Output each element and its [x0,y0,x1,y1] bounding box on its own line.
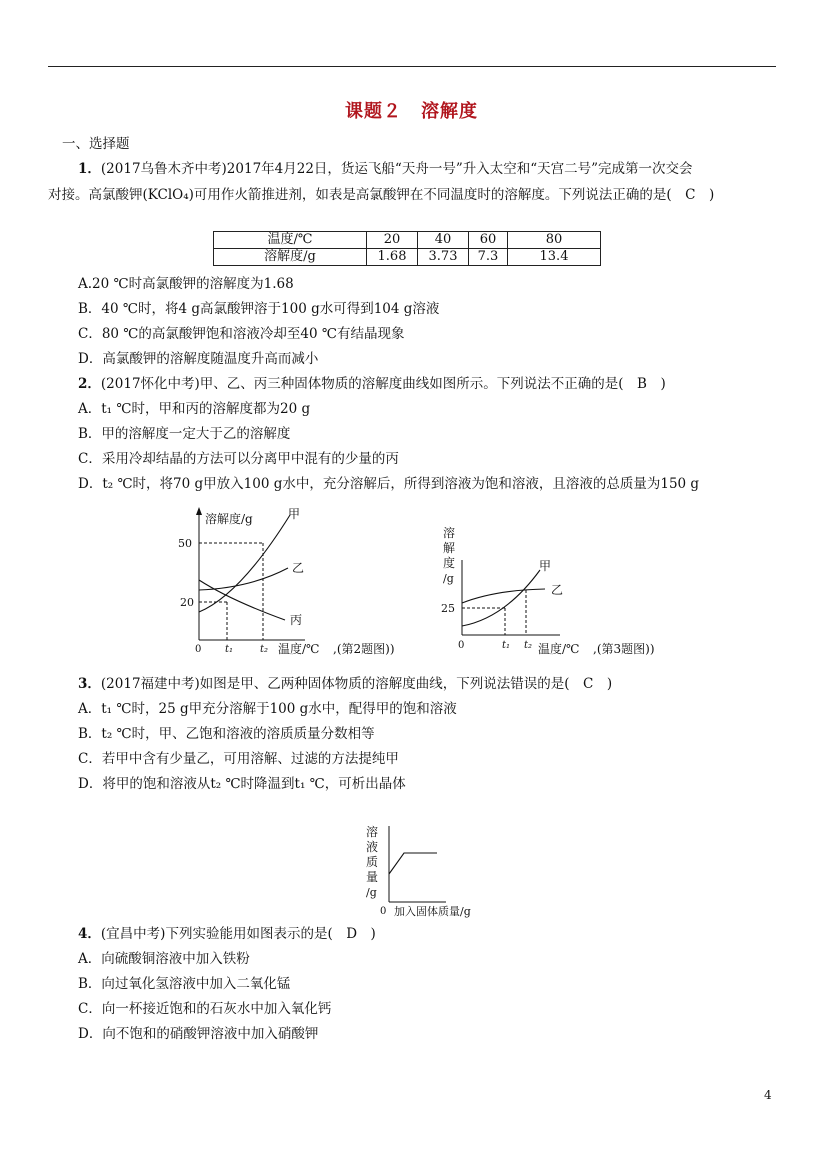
section-heading: 一、选择题 [62,136,130,152]
page-title: 课题２ 溶解度 [345,101,478,122]
origin-label: 0 [380,906,387,917]
y-axis-label-char: 解 [443,541,456,555]
question-4-option-c: C．向一杯接近饱和的石灰水中加入氧化钙 [78,1001,332,1017]
question-3-text: (2017福建中考)如图是甲、乙两种固体物质的溶解度曲线，下列说法错误的是( C ) [100,676,613,692]
question-4-option-d: D．向不饱和的硝酸钾溶液中加入硝酸钾 [78,1026,319,1042]
figure-3-solubility-curves [435,520,675,665]
tick-label-25: 25 [441,602,455,615]
table-cell: 3.73 [418,249,469,266]
question-2-option-c: C．采用冷却结晶的方法可以分离甲中混有的少量的丙 [78,451,399,467]
page-number: 4 [764,1088,772,1102]
curve-yi [462,589,545,603]
tick-label-20: 20 [180,596,194,609]
origin-label: 0 [458,640,465,651]
question-1-line-1 [78,160,693,178]
curve-label-jia: 甲 [288,507,301,521]
figure-2-solubility-curves [170,500,430,665]
figure-2-caption: ,(第2题图)) [333,642,395,656]
table-row [214,232,601,249]
question-3-line-1 [78,675,612,693]
table-cell: 13.4 [508,249,601,266]
tick-label-t2: t₂ [260,644,269,655]
question-1-option-c: C．80 ℃的高氯酸钾饱和溶液冷却至40 ℃有结晶现象 [78,326,405,342]
y-axis-label: 溶解度/g [205,512,253,526]
y-axis-label-char: 液 [366,840,379,854]
question-2-option-b: B．甲的溶解度一定大于乙的溶解度 [78,426,291,442]
question-1-option-d: D．高氯酸钾的溶解度随温度升高而减小 [78,351,319,367]
question-4-text: (宜昌中考)下列实验能用如图表示的是( D ) [100,926,376,942]
table-cell: 1.68 [367,249,418,266]
question-1-option-b: B．40 ℃时，将4 g高氯酸钾溶于100 g水可得到104 g溶液 [78,301,440,317]
question-3-option-c: C．若甲中含有少量乙，可用溶解、过滤的方法提纯甲 [78,751,399,767]
curve-label-yi: 乙 [551,583,564,597]
question-2-option-a: A．t₁ ℃时，甲和丙的溶解度都为20 g [78,401,311,417]
header-rule [48,66,776,67]
question-2-text: (2017怀化中考)甲、乙、丙三种固体物质的溶解度曲线如图所示。下列说法不正确的是( B ) [100,376,666,392]
question-3-option-d: D．将甲的饱和溶液从t₂ ℃时降温到t₁ ℃，可析出晶体 [78,776,406,792]
table-cell: 7.3 [469,249,508,266]
question-3-option-a: A．t₁ ℃时，25 g甲充分溶解于100 g水中，配得甲的饱和溶液 [78,701,457,717]
question-4-number: 4． [78,926,101,942]
x-axis-label: 温度/℃ [278,642,320,656]
y-axis-arrow [196,507,202,515]
y-axis-label-char: /g [366,886,377,899]
table-cell: 60 [469,232,508,249]
table-cell: 溶解度/g [214,249,367,266]
y-axis-label-char: 溶 [366,825,379,839]
y-axis-label-char: /g [443,572,454,585]
curve-yi [199,568,288,590]
tick-label-t1: t₁ [502,640,511,651]
curve-bing [199,580,285,620]
question-1-line-2: 对接。高氯酸钾(KClO₄)可用作火箭推进剂，如表是高氯酸钾在不同温度时的溶解度。下列说法正确的是( C ) [48,187,715,203]
tick-label-50: 50 [178,537,192,550]
question-3-number: 3． [78,676,101,692]
question-1-option-a: A.20 ℃时高氯酸钾的溶解度为1.68 [78,276,294,292]
question-4-line-1 [78,925,376,943]
solubility-table [213,231,601,266]
y-axis-label-char: 溶 [443,526,456,540]
table-cell: 80 [508,232,601,249]
tick-label-t1: t₁ [225,644,234,655]
question-1-number: 1． [78,161,101,177]
x-axis-label: 加入固体质量/g [394,905,471,918]
figure-4-solution-mass-graph [362,822,502,922]
curve-label-yi: 乙 [292,561,305,575]
question-4-option-b: B．向过氧化氢溶液中加入二氧化锰 [78,976,291,992]
x-axis-label: 温度/℃ [538,642,580,656]
curve-label-bing: 丙 [290,613,303,627]
question-3-option-b: B．t₂ ℃时，甲、乙饱和溶液的溶质质量分数相等 [78,726,375,742]
question-2-number: 2． [78,376,101,392]
tick-label-t2: t₂ [524,640,533,651]
figure-3-caption: ,(第3题图)) [593,642,655,656]
y-axis-label-char: 质 [366,855,379,869]
question-2-line-1 [78,375,666,393]
curve-jia [199,515,290,612]
y-axis-label-char: 量 [366,870,379,884]
question-4-option-a: A．向硫酸铜溶液中加入铁粉 [78,951,250,967]
question-1-text: (2017乌鲁木齐中考)2017年4月22日，货运飞船“天舟一号”升入太空和“天宫二号”完成第一次交会 [100,161,693,177]
y-axis-label-char: 度 [443,556,456,570]
table-cell: 20 [367,232,418,249]
curve-label-jia: 甲 [539,559,552,573]
curve-jia [462,570,540,626]
table-cell: 40 [418,232,469,249]
solution-mass-line [389,853,437,874]
origin-label: 0 [195,644,202,655]
question-2-option-d: D．t₂ ℃时，将70 g甲放入100 g水中，充分溶解后，所得到溶液为饱和溶液，且溶液的总质量为150 g [78,476,700,492]
table-row [214,249,601,266]
table-cell: 温度/℃ [214,232,367,249]
